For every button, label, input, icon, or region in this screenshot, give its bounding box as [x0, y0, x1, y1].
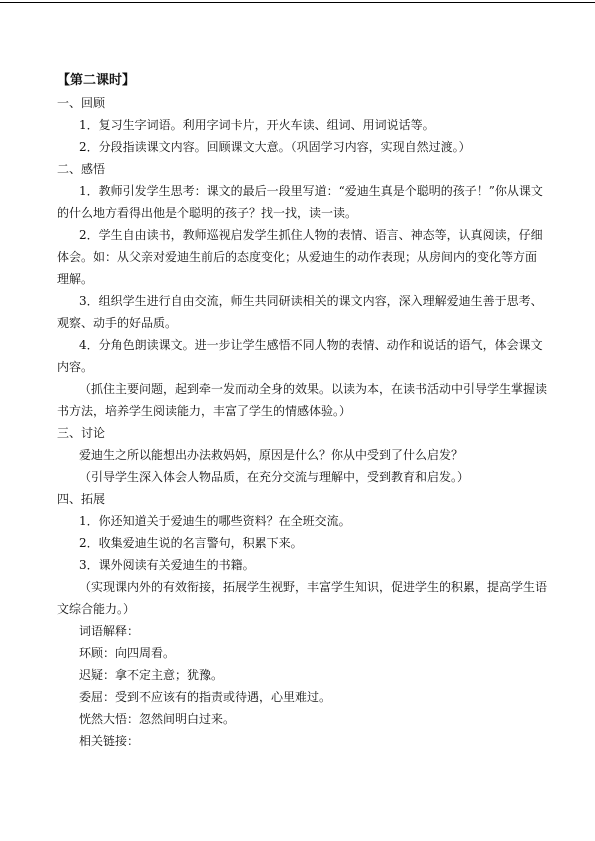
paragraph-note: （实现课内外的有效衔接，拓展学生视野，丰富学生知识，促进学生的积累，提高学生语文综合能力。）	[57, 580, 548, 616]
section-extension	[57, 488, 547, 620]
section-heading: 四、拓展	[57, 492, 106, 506]
vocab-item: 环顾：向四周看。	[79, 646, 176, 660]
paragraph: 2．分段指读课文内容。回顾课文大意。（巩固学习内容，实现自然过渡。）	[79, 140, 471, 154]
links-heading: 相关链接：	[79, 734, 140, 748]
paragraph: 4．分角色朗读课文。进一步让学生感悟不同人物的表情、动作和说话的语气，体会课文内容。	[57, 338, 543, 374]
paragraph: 1．复习生字词语。利用字词卡片，开火车读、组词、用词说话等。	[79, 118, 435, 132]
vocab-item: 委屈：受到不应该有的指责或待遇，心里难过。	[79, 690, 332, 704]
vocab-item: 恍然大悟：忽然间明白过来。	[79, 712, 236, 726]
paragraph-note: （引导学生深入体会人物品质，在充分交流与理解中，受到教育和启发。）	[79, 470, 470, 484]
paragraph: 2．收集爱迪生说的名言警句，积累下来。	[79, 536, 303, 550]
paragraph: 1．你还知道关于爱迪生的哪些资料？在全班交流。	[79, 514, 351, 528]
section-review	[57, 92, 547, 158]
document-body	[57, 70, 547, 752]
paragraph: 3．组织学生进行自由交流，师生共同研读相关的课文内容，深入理解爱迪生善于思考、观察、动手的好品质。	[57, 294, 543, 330]
paragraph: 3．课外阅读有关爱迪生的书籍。	[79, 558, 255, 572]
section-heading: 一、回顾	[57, 96, 106, 110]
section-heading: 三、讨论	[57, 426, 106, 440]
paragraph: 爱迪生之所以能想出办法救妈妈，原因是什么？你从中受到了什么启发？	[79, 448, 464, 462]
paragraph: 1．教师引发学生思考：课文的最后一段里写道：“爱迪生真是个聪明的孩子！”你从课文的什么地方看得出他是个聪明的孩子？找一找，读一读。	[57, 184, 543, 220]
section-heading: 二、感悟	[57, 162, 106, 176]
section-insight	[57, 158, 547, 422]
vocab-item: 迟疑：拿不定主意；犹豫。	[79, 668, 224, 682]
paragraph-note: （抓住主要问题，起到牵一发而动全身的效果。以读为本，在读书活动中引导学生掌握读书方法，培养学生阅读能力，丰富了学生的情感体验。）	[57, 382, 548, 418]
lesson-title: 【第二课时】	[57, 73, 136, 88]
paragraph: 2．学生自由读书，教师巡视启发学生抓住人物的表情、语言、神态等，认真阅读，仔细体会。如：从父亲对爱迪生前后的态度变化；从爱迪生的动作表现；从房间内的变化等方面理解。	[57, 228, 543, 286]
top-rule	[0, 2, 595, 3]
vocab-heading: 词语解释：	[79, 624, 140, 638]
section-discussion	[57, 422, 547, 488]
vocab-section	[57, 620, 547, 730]
